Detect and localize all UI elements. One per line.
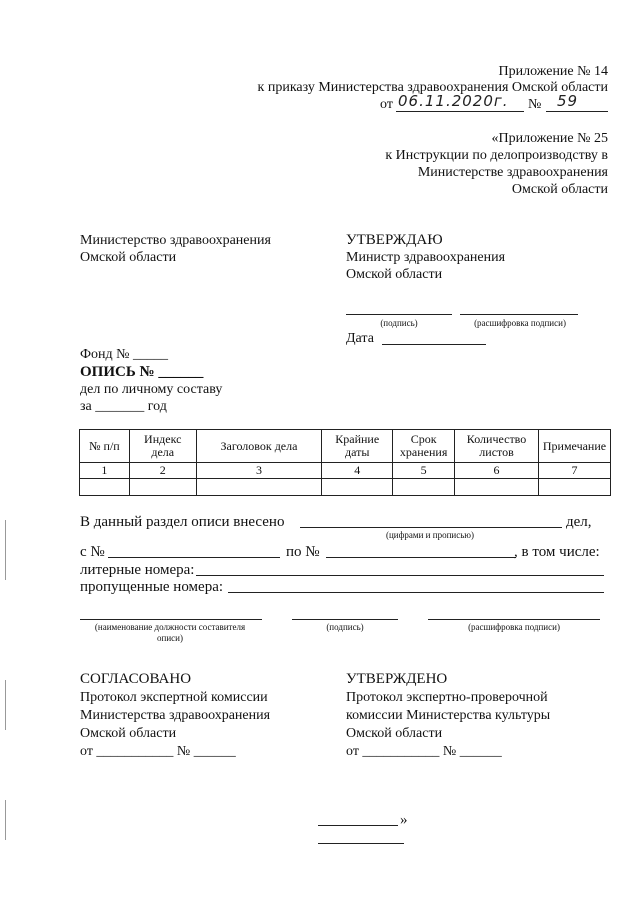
empty-cell	[80, 479, 130, 496]
quote-instruction: к Инструкции по делопроизводству в	[385, 148, 608, 163]
inventory-year: за _______ год	[80, 399, 167, 414]
summary-to-no: по №	[286, 544, 320, 560]
appendix-number: Приложение № 14	[498, 64, 608, 79]
quote-appendix: «Приложение № 25	[491, 131, 608, 146]
summary-including: , в том числе:	[514, 544, 600, 560]
scan-mark	[5, 520, 6, 580]
number-cell: 7	[538, 463, 610, 479]
empty-cell	[538, 479, 610, 496]
agreed-line1: Протокол экспертной комиссии	[80, 690, 268, 705]
approve-region: Омской области	[346, 267, 443, 282]
scan-mark	[5, 800, 6, 840]
compiler-sign-line	[292, 619, 398, 620]
inventory-title: ОПИСЬ № ______	[80, 364, 204, 380]
header-cell: № п/п	[80, 430, 130, 463]
summary-from-no: с №	[80, 544, 105, 560]
empty-cell	[393, 479, 455, 496]
approve-minister: Министр здравоохранения	[346, 250, 506, 265]
number-cell: 2	[129, 463, 196, 479]
approved-line3: Омской области	[346, 726, 443, 741]
order-reference: к приказу Министерства здравоохранения Омской области	[257, 80, 608, 95]
empty-cell	[196, 479, 322, 496]
agreed-line3: Омской области	[80, 726, 177, 741]
approved-line2: комиссии Министерства культуры	[346, 708, 551, 723]
header-cell: Примечание	[538, 430, 610, 463]
approve-title: УТВЕРЖДАЮ	[346, 232, 443, 248]
summary-entered: В данный раздел описи внесено	[80, 514, 285, 530]
table-number-row	[80, 463, 611, 479]
number-cell: 3	[196, 463, 322, 479]
number-cell: 6	[455, 463, 539, 479]
inventory-subtitle: дел по личному составу	[80, 382, 223, 397]
closing-line	[318, 825, 398, 826]
inventory-table	[79, 429, 611, 496]
approve-decode-caption: (расшифровка подписи)	[474, 318, 566, 328]
approved-from: от ___________ № ______	[346, 744, 502, 759]
order-date-handwritten: 06.11.2020г.	[398, 92, 509, 110]
closing-quote: »	[400, 812, 408, 828]
header-cell: Заголовок дела	[196, 430, 322, 463]
scan-mark	[5, 680, 6, 730]
table-header-row	[80, 430, 611, 463]
org-name: Министерство здравоохранения	[80, 233, 271, 248]
summary-cases: дел,	[566, 514, 592, 530]
summary-missing-line	[228, 592, 604, 593]
compiler-position-caption: (наименование должности составителя описи)	[94, 622, 246, 643]
empty-cell	[129, 479, 196, 496]
approved-line1: Протокол экспертно-проверочной	[346, 690, 548, 705]
agreed-line2: Министерства здравоохранения	[80, 708, 271, 723]
compiler-sign-caption: (подпись)	[326, 622, 364, 632]
summary-letter-numbers: литерные номера:	[80, 562, 195, 578]
quote-ministry: Министерстве здравоохранения	[417, 165, 608, 180]
table-empty-row	[80, 479, 611, 496]
org-region: Омской области	[80, 250, 177, 265]
empty-cell	[455, 479, 539, 496]
summary-from-line	[108, 557, 280, 558]
summary-missing-numbers: пропущенные номера:	[80, 579, 224, 595]
header-cell: Количество листов	[455, 430, 539, 463]
order-date-line	[396, 111, 524, 112]
number-cell: 5	[393, 463, 455, 479]
fond-number: Фонд № _____	[80, 347, 169, 362]
closing-separator	[318, 843, 404, 844]
quote-region: Омской области	[511, 182, 608, 197]
summary-digits-caption: (цифрами и прописью)	[385, 530, 475, 540]
summary-count-line	[300, 527, 562, 528]
order-num-handwritten: 59	[557, 92, 579, 110]
empty-cell	[322, 479, 393, 496]
compiler-decode-caption: (расшифровка подписи)	[468, 622, 560, 632]
approve-sign-line	[346, 314, 452, 315]
summary-letter-line	[196, 575, 604, 576]
header-cell: Индекс дела	[129, 430, 196, 463]
approve-date-line	[382, 344, 486, 345]
approve-date-label: Дата	[346, 331, 374, 346]
order-num-label: №	[528, 97, 542, 112]
compiler-position-line	[80, 619, 262, 620]
number-cell: 4	[322, 463, 393, 479]
header-cell: Крайние даты	[322, 430, 393, 463]
approve-decode-line	[460, 314, 578, 315]
approved-title: УТВЕРЖДЕНО	[346, 671, 448, 687]
agreed-title: СОГЛАСОВАНО	[80, 671, 192, 687]
summary-to-line	[326, 557, 516, 558]
header-cell: Срок хранения	[393, 430, 455, 463]
order-num-line	[546, 111, 608, 112]
order-from-label: от	[380, 97, 393, 112]
agreed-from: от ___________ № ______	[80, 744, 236, 759]
number-cell: 1	[80, 463, 130, 479]
compiler-decode-line	[428, 619, 600, 620]
approve-sign-caption: (подпись)	[380, 318, 418, 328]
